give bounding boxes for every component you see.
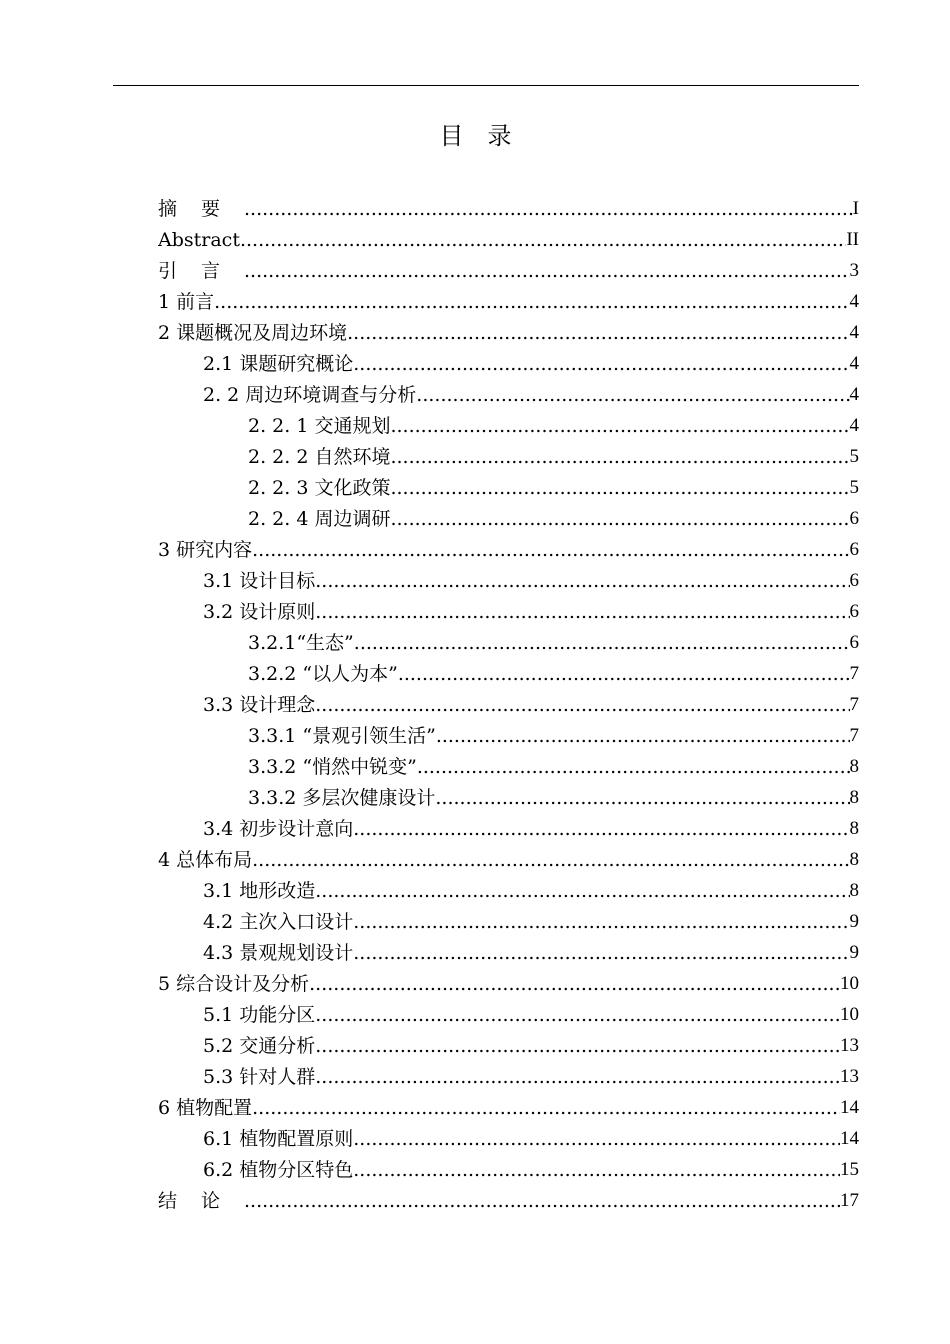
toc-entry-page: 7 [849, 663, 859, 684]
toc-entry-page: 3 [849, 260, 859, 281]
toc-entry-page: 15 [840, 1159, 859, 1180]
toc-entry-label: 3.2 设计原则 [203, 601, 316, 623]
toc-entry[interactable] [158, 562, 859, 593]
toc-entry-page: 14 [840, 1128, 859, 1149]
toc-entry-page: 6 [849, 539, 859, 560]
toc-entry[interactable] [158, 252, 859, 283]
toc-entry[interactable] [158, 314, 859, 345]
toc-entry-label: 5.2 交通分析 [203, 1035, 316, 1057]
toc-entry[interactable] [158, 469, 859, 500]
toc-leader-dots [390, 414, 849, 438]
toc-entry[interactable] [158, 810, 859, 841]
toc-entry-page: 4 [849, 415, 859, 436]
toc-leader-dots [252, 538, 849, 562]
toc-leader-dots [244, 197, 853, 221]
toc-entry[interactable] [158, 221, 859, 252]
toc-leader-dots [353, 941, 849, 965]
toc-entry[interactable] [158, 1027, 859, 1058]
page-title: 目录 [439, 122, 536, 150]
toc-leader-dots [353, 1127, 840, 1151]
toc-leader-dots [244, 1189, 840, 1213]
toc-entry-label: 3.3.1 “景观引领生活” [248, 725, 436, 747]
toc-entry-label: 2 课题概况及周边环境 [158, 322, 348, 344]
toc-entry-page: 6 [849, 632, 859, 653]
toc-leader-dots [353, 352, 849, 376]
toc-leader-dots [390, 476, 849, 500]
toc-leader-dots [244, 259, 849, 283]
toc-entry[interactable] [158, 655, 859, 686]
toc-entry-label: 2. 2. 1 交通规划 [248, 415, 391, 437]
toc-entry-label: 1 前言 [158, 291, 215, 313]
toc-entry[interactable] [158, 872, 859, 903]
toc-entry-page: 8 [849, 787, 859, 808]
toc-entry-page: 6 [849, 601, 859, 622]
toc-leader-dots [398, 662, 850, 686]
toc-leader-dots [354, 631, 850, 655]
toc-leader-dots [416, 383, 849, 407]
toc-entry[interactable] [158, 1058, 859, 1089]
toc-entry[interactable] [158, 841, 859, 872]
toc-leader-dots [252, 848, 849, 872]
toc-entry-page: 17 [840, 1190, 859, 1211]
toc-leader-dots [315, 879, 849, 903]
toc-entry-page: 5 [849, 446, 859, 467]
toc-entry[interactable] [158, 934, 859, 965]
toc-entry[interactable] [158, 686, 859, 717]
toc-entry-page: 6 [849, 508, 859, 529]
toc-leader-dots [315, 600, 849, 624]
toc-leader-dots [436, 724, 850, 748]
toc-entry-label: 3.4 初步设计意向 [203, 818, 354, 840]
toc-entry[interactable] [158, 965, 859, 996]
toc-leader-dots [315, 1003, 840, 1027]
toc-entry[interactable] [158, 283, 859, 314]
toc-entry-label: 4.3 景观规划设计 [203, 942, 354, 964]
toc-entry-label: 2. 2. 4 周边调研 [248, 508, 391, 530]
toc-entry[interactable] [158, 1151, 859, 1182]
toc-entry-label: 6.1 植物配置原则 [203, 1128, 354, 1150]
toc-entry[interactable] [158, 438, 859, 469]
toc-entry-label: 6.2 植物分区特色 [203, 1159, 354, 1181]
toc-entry-label: Abstract [158, 229, 240, 251]
toc-entry[interactable] [158, 531, 859, 562]
toc-leader-dots [353, 910, 849, 934]
toc-leader-dots [240, 228, 846, 252]
toc-entry[interactable] [158, 593, 859, 624]
toc-entry-page: 10 [840, 1004, 859, 1025]
toc-entry-page: 8 [849, 849, 859, 870]
toc-entry[interactable] [158, 779, 859, 810]
toc-entry-label: 3.2.1“生态” [248, 632, 354, 654]
toc-leader-dots [309, 972, 840, 996]
toc-leader-dots [435, 786, 849, 810]
toc-entry-page: II [846, 229, 859, 250]
toc-entry-label: 3.3.2 多层次健康设计 [248, 787, 436, 809]
header-rule [113, 85, 859, 86]
toc-leader-dots [390, 507, 849, 531]
toc-entry-label: 3.3 设计理念 [203, 694, 316, 716]
toc-entry[interactable] [158, 190, 859, 221]
toc-entry[interactable] [158, 903, 859, 934]
toc-entry-page: 10 [840, 973, 859, 994]
toc-leader-dots [315, 693, 849, 717]
toc-entry[interactable] [158, 624, 859, 655]
toc-entry-label: 5.1 功能分区 [203, 1004, 316, 1026]
toc-entry-label: 摘要 [158, 198, 245, 220]
toc-entry[interactable] [158, 376, 859, 407]
toc-entry-label: 4 总体布局 [158, 849, 253, 871]
toc-entry-label: 引言 [158, 260, 245, 282]
toc-entry[interactable] [158, 748, 859, 779]
toc-entry-page: 13 [840, 1066, 859, 1087]
toc-entry[interactable] [158, 407, 859, 438]
toc-entry[interactable] [158, 996, 859, 1027]
toc-leader-dots [214, 290, 849, 314]
toc-entry-label: 2. 2. 2 自然环境 [248, 446, 391, 468]
toc-entry-page: 4 [849, 353, 859, 374]
toc-entry[interactable] [158, 717, 859, 748]
toc-entry-page: I [852, 198, 859, 219]
toc-entry-page: 9 [849, 942, 859, 963]
toc-entry-label: 2.1 课题研究概论 [203, 353, 354, 375]
toc-entry-label: 5.3 针对人群 [203, 1066, 316, 1088]
toc-leader-dots [353, 1158, 840, 1182]
toc-leader-dots [315, 1034, 840, 1058]
toc-entry-label: 结论 [158, 1190, 245, 1212]
toc-entry-page: 8 [849, 756, 859, 777]
toc-entry-page: 4 [849, 322, 859, 343]
toc-entry-label: 3.1 设计目标 [203, 570, 316, 592]
toc-entry-label: 3.2.2 “以人为本” [248, 663, 398, 685]
toc-entry[interactable] [158, 1182, 859, 1213]
toc-entry-page: 4 [849, 291, 859, 312]
toc-leader-dots [347, 321, 849, 345]
toc-entry-label: 3.3.2 “悄然中锐变” [248, 756, 417, 778]
toc-entry-page: 7 [849, 725, 859, 746]
toc-entry[interactable] [158, 1120, 859, 1151]
toc-entry-page: 8 [849, 818, 859, 839]
toc-entry-label: 3.1 地形改造 [203, 880, 316, 902]
toc-entry[interactable] [158, 500, 859, 531]
toc-leader-dots [252, 1096, 840, 1120]
toc-leader-dots [315, 569, 849, 593]
toc-leader-dots [353, 817, 849, 841]
toc-leader-dots [390, 445, 849, 469]
toc-entry-page: 9 [849, 911, 859, 932]
toc-entry-label: 3 研究内容 [158, 539, 253, 561]
toc-entry-label: 6 植物配置 [158, 1097, 253, 1119]
toc-entry-page: 6 [849, 570, 859, 591]
toc-leader-dots [315, 1065, 840, 1089]
toc-entry-page: 13 [840, 1035, 859, 1056]
toc-entry[interactable] [158, 345, 859, 376]
toc-entry-label: 2. 2. 3 文化政策 [248, 477, 391, 499]
toc-entry-label: 2. 2 周边环境调查与分析 [203, 384, 417, 406]
toc-entry-label: 4.2 主次入口设计 [203, 911, 354, 933]
table-of-contents [158, 190, 859, 1213]
toc-entry-page: 7 [849, 694, 859, 715]
toc-entry-page: 4 [849, 384, 859, 405]
toc-entry[interactable] [158, 1089, 859, 1120]
toc-leader-dots [417, 755, 850, 779]
toc-entry-label: 5 综合设计及分析 [158, 973, 310, 995]
toc-entry-page: 5 [849, 477, 859, 498]
toc-entry-page: 14 [840, 1097, 859, 1118]
toc-entry-page: 8 [849, 880, 859, 901]
